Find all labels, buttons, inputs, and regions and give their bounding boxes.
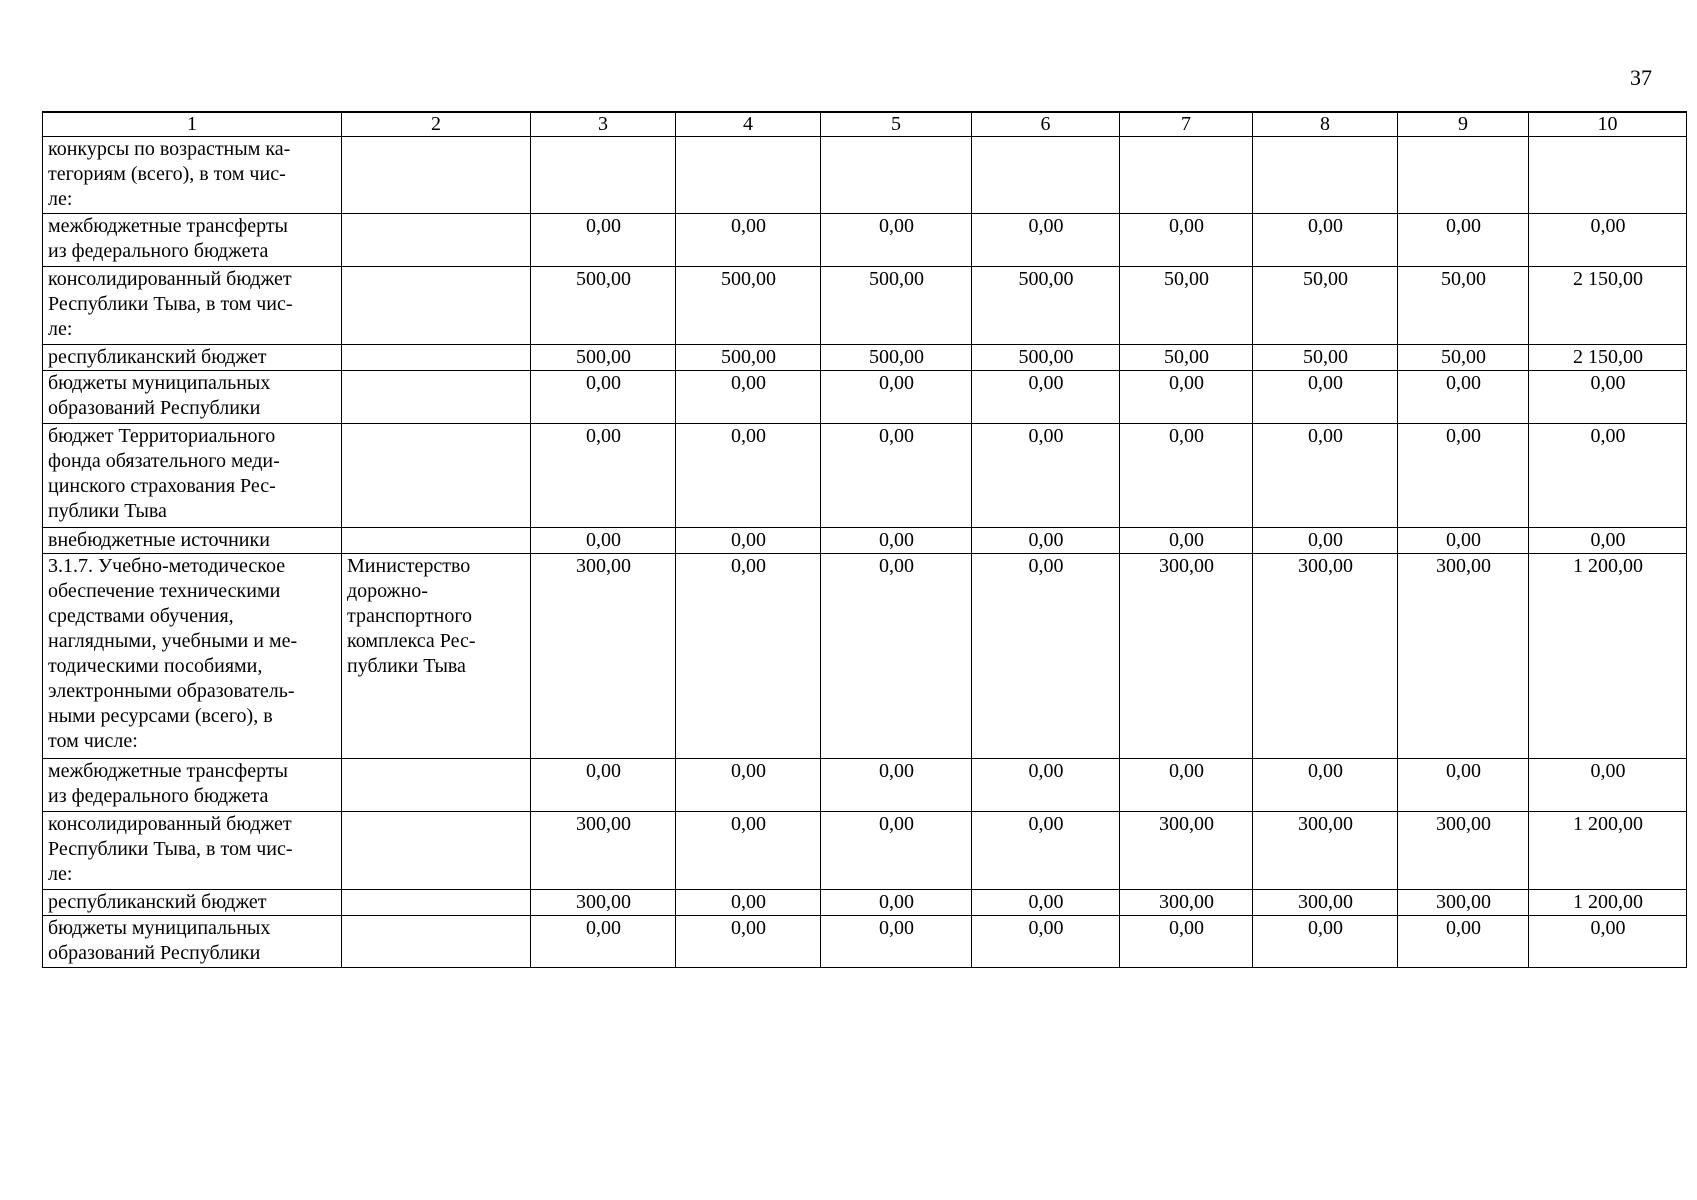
- table-row: [43, 345, 1687, 371]
- value-cell: [676, 137, 821, 214]
- value-cell: 0,00: [531, 424, 676, 528]
- value-cell: 0,00: [676, 528, 821, 554]
- table-row: [43, 267, 1687, 345]
- table-row: [43, 554, 1687, 759]
- value-cell: 0,00: [972, 916, 1120, 968]
- value-cell: 50,00: [1398, 267, 1529, 345]
- table-row: [43, 424, 1687, 528]
- row-description: межбюджетные трансферты из федерального бюджета: [43, 214, 342, 267]
- value-cell: 500,00: [531, 345, 676, 371]
- value-cell: 0,00: [1253, 759, 1398, 812]
- row-description: консолидированный бюджет Республики Тыва, в том чис- ле:: [43, 812, 342, 890]
- value-cell: 0,00: [1529, 214, 1687, 267]
- table-row: [43, 812, 1687, 890]
- value-cell: 0,00: [676, 554, 821, 759]
- value-cell: 300,00: [1398, 812, 1529, 890]
- value-cell: 0,00: [821, 890, 972, 916]
- value-cell: 0,00: [1253, 528, 1398, 554]
- row-responsible: [342, 345, 531, 371]
- table-row: [43, 214, 1687, 267]
- table-row: [43, 371, 1687, 424]
- value-cell: 0,00: [1398, 528, 1529, 554]
- value-cell: 2 150,00: [1529, 345, 1687, 371]
- value-cell: 0,00: [1398, 916, 1529, 968]
- value-cell: 0,00: [821, 424, 972, 528]
- value-cell: 300,00: [1253, 554, 1398, 759]
- value-cell: 50,00: [1120, 267, 1253, 345]
- value-cell: 0,00: [1398, 214, 1529, 267]
- value-cell: 50,00: [1398, 345, 1529, 371]
- row-description: консолидированный бюджет Республики Тыва, в том чис- ле:: [43, 267, 342, 345]
- value-cell: 0,00: [676, 371, 821, 424]
- value-cell: 0,00: [972, 812, 1120, 890]
- row-responsible: [342, 371, 531, 424]
- column-header: 1: [43, 112, 342, 137]
- row-description: республиканский бюджет: [43, 345, 342, 371]
- value-cell: 0,00: [676, 916, 821, 968]
- row-responsible: [342, 812, 531, 890]
- value-cell: 0,00: [1529, 916, 1687, 968]
- row-responsible: [342, 137, 531, 214]
- value-cell: 0,00: [821, 759, 972, 812]
- value-cell: 0,00: [821, 214, 972, 267]
- value-cell: 0,00: [972, 214, 1120, 267]
- value-cell: 0,00: [1398, 759, 1529, 812]
- value-cell: 300,00: [1253, 812, 1398, 890]
- value-cell: 300,00: [1398, 890, 1529, 916]
- value-cell: 50,00: [1253, 345, 1398, 371]
- row-responsible: [342, 424, 531, 528]
- table-row: [43, 528, 1687, 554]
- row-description: 3.1.7. Учебно-методическое обеспечение техническими средствами обучения, наглядными, учебными и ме- тодическими пособиями, электронными образователь- ными ресурсами (всего), в том числе:: [43, 554, 342, 759]
- value-cell: 300,00: [531, 890, 676, 916]
- value-cell: 0,00: [1120, 371, 1253, 424]
- value-cell: 0,00: [972, 371, 1120, 424]
- column-header: 8: [1253, 112, 1398, 137]
- value-cell: 0,00: [531, 759, 676, 812]
- row-description: республиканский бюджет: [43, 890, 342, 916]
- value-cell: 0,00: [821, 916, 972, 968]
- value-cell: [1529, 137, 1687, 214]
- value-cell: 0,00: [972, 554, 1120, 759]
- value-cell: 500,00: [972, 345, 1120, 371]
- row-description: бюджет Территориального фонда обязательного меди- цинского страхования Рес- публики Тыва: [43, 424, 342, 528]
- value-cell: 0,00: [1529, 759, 1687, 812]
- value-cell: 0,00: [972, 759, 1120, 812]
- value-cell: 0,00: [531, 528, 676, 554]
- value-cell: 1 200,00: [1529, 890, 1687, 916]
- column-header: 4: [676, 112, 821, 137]
- value-cell: 0,00: [1120, 916, 1253, 968]
- value-cell: 0,00: [676, 759, 821, 812]
- budget-table: [42, 111, 1687, 968]
- column-header: 2: [342, 112, 531, 137]
- table-row: [43, 916, 1687, 968]
- value-cell: 0,00: [676, 890, 821, 916]
- value-cell: 0,00: [821, 528, 972, 554]
- value-cell: 500,00: [821, 267, 972, 345]
- table-row: [43, 759, 1687, 812]
- value-cell: 0,00: [1398, 424, 1529, 528]
- row-description: межбюджетные трансферты из федерального бюджета: [43, 759, 342, 812]
- value-cell: 0,00: [972, 890, 1120, 916]
- value-cell: 0,00: [1529, 424, 1687, 528]
- column-header: 7: [1120, 112, 1253, 137]
- value-cell: [1120, 137, 1253, 214]
- value-cell: 300,00: [531, 812, 676, 890]
- row-responsible: [342, 916, 531, 968]
- value-cell: 0,00: [1253, 371, 1398, 424]
- value-cell: 500,00: [676, 267, 821, 345]
- value-cell: 0,00: [676, 812, 821, 890]
- value-cell: 0,00: [1398, 371, 1529, 424]
- value-cell: 300,00: [1253, 890, 1398, 916]
- value-cell: 0,00: [676, 424, 821, 528]
- column-header: 9: [1398, 112, 1529, 137]
- page-number: 37: [1630, 65, 1652, 90]
- row-responsible: [342, 267, 531, 345]
- value-cell: 0,00: [1253, 916, 1398, 968]
- value-cell: 0,00: [821, 554, 972, 759]
- row-description: конкурсы по возрастным ка- тегориям (всего), в том чис- ле:: [43, 137, 342, 214]
- value-cell: 0,00: [972, 528, 1120, 554]
- table-row: [43, 890, 1687, 916]
- table-row: [43, 137, 1687, 214]
- value-cell: [1398, 137, 1529, 214]
- row-description: внебюджетные источники: [43, 528, 342, 554]
- value-cell: 300,00: [531, 554, 676, 759]
- value-cell: 300,00: [1398, 554, 1529, 759]
- value-cell: 0,00: [821, 812, 972, 890]
- column-header: 10: [1529, 112, 1687, 137]
- value-cell: 500,00: [676, 345, 821, 371]
- column-header: 5: [821, 112, 972, 137]
- value-cell: 500,00: [531, 267, 676, 345]
- value-cell: 0,00: [1120, 214, 1253, 267]
- value-cell: 0,00: [1529, 371, 1687, 424]
- value-cell: [972, 137, 1120, 214]
- value-cell: 0,00: [1529, 528, 1687, 554]
- row-description: бюджеты муниципальных образований Республики: [43, 371, 342, 424]
- row-responsible: [342, 890, 531, 916]
- value-cell: 500,00: [972, 267, 1120, 345]
- value-cell: 0,00: [531, 916, 676, 968]
- value-cell: 0,00: [972, 424, 1120, 528]
- value-cell: 1 200,00: [1529, 554, 1687, 759]
- value-cell: 0,00: [531, 371, 676, 424]
- value-cell: 2 150,00: [1529, 267, 1687, 345]
- value-cell: 300,00: [1120, 890, 1253, 916]
- row-responsible: [342, 528, 531, 554]
- value-cell: 0,00: [1120, 528, 1253, 554]
- value-cell: [531, 137, 676, 214]
- value-cell: 0,00: [821, 371, 972, 424]
- row-description: бюджеты муниципальных образований Республики: [43, 916, 342, 968]
- row-responsible: [342, 759, 531, 812]
- value-cell: 50,00: [1253, 267, 1398, 345]
- value-cell: 300,00: [1120, 812, 1253, 890]
- value-cell: 50,00: [1120, 345, 1253, 371]
- value-cell: 0,00: [676, 214, 821, 267]
- value-cell: 0,00: [1253, 424, 1398, 528]
- value-cell: [821, 137, 972, 214]
- value-cell: 0,00: [1120, 759, 1253, 812]
- value-cell: 0,00: [1253, 214, 1398, 267]
- value-cell: [1253, 137, 1398, 214]
- column-number-row: [43, 112, 1687, 137]
- table-body: [43, 137, 1687, 968]
- value-cell: 500,00: [821, 345, 972, 371]
- column-header: 3: [531, 112, 676, 137]
- value-cell: 0,00: [531, 214, 676, 267]
- value-cell: 300,00: [1120, 554, 1253, 759]
- value-cell: 1 200,00: [1529, 812, 1687, 890]
- row-responsible: [342, 214, 531, 267]
- column-header: 6: [972, 112, 1120, 137]
- row-responsible: Министерство дорожно- транспортного комплекса Рес- публики Тыва: [342, 554, 531, 759]
- value-cell: 0,00: [1120, 424, 1253, 528]
